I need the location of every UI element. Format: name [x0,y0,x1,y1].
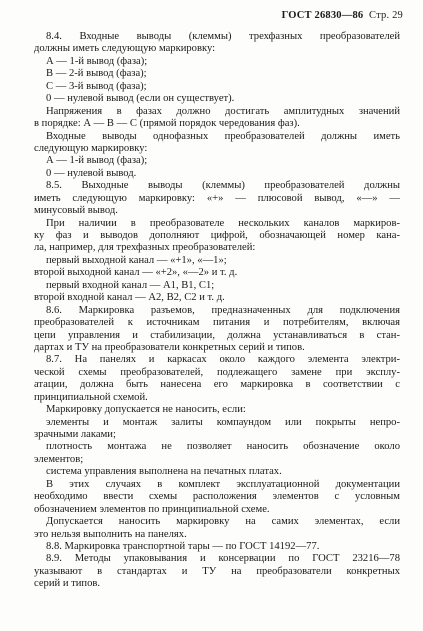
body-text [34,31,400,591]
text-line: 8.5. Выходные выводы (клеммы) преобразователей должны [46,180,400,192]
text-line: должны иметь следующую маркировку: [34,43,216,55]
text-line: серий и типов. [34,578,101,590]
page-number: Стр. 29 [369,10,403,21]
text-line: первый выходной канал — «+1», «—1»; [46,254,227,266]
text-line: указывают в стандартах и ТУ на преобразователи конкретных [34,565,400,577]
text-line: А — 1-й вывод (фаза); [46,55,148,67]
text-line: 8.9. Методы упаковывания и консервации по ГОСТ 23216—78 [46,553,400,565]
text-line: Входные выводы однофазных преобразователей должны иметь [46,130,400,142]
text-line: зрачными лаками; [34,429,116,440]
text-line: 8.7. На панелях и каркасах около каждого элемента электри- [46,354,400,366]
text-line: дартах и ТУ на преобразователи конкретных серий и типов. [34,341,305,353]
text-line: С — 3-й вывод (фаза); [46,80,147,92]
text-line: ческой схемы преобразователей, подлежащего замене при эксплу- [34,366,400,378]
text-line: следующую маркировку: [34,142,148,154]
text-line: В — 2-й вывод (фаза); [46,68,147,80]
text-line: При наличии в преобразователе нескольких каналов маркиров- [46,217,400,229]
text-line: в порядке: А — В — С (прямой порядок чередования фаз). [34,118,300,130]
text-line: второй входной канал — А2, В2, С2 и т. д. [34,292,225,304]
text-line: принципиальной схемой. [34,391,148,403]
text-line: преобразователей к источникам питания и потребителям, включая [34,317,400,329]
text-line: цепи управления и стабилизации, должна устанавливаться в стан- [34,329,400,341]
text-line: ку фаз и выводов дополняют цифрой, обозначающей номер кана- [34,230,400,241]
standard-number: ГОСТ 26830—86 [281,10,364,21]
text-line: А — 1-й вывод (фаза); [46,155,148,167]
text-line: второй выходной канал — «+2», «—2» и т. д. [34,267,238,279]
text-line: минусовый вывод. [34,205,118,217]
page-header [282,10,403,21]
text-line: 0 — нулевой вывод (если он существует). [46,93,235,105]
text-line: 8.6. Маркировка разъемов, предназначенных для подключения [46,304,400,316]
text-line: плотность монтажа не позволяет наносить обозначение около [46,441,400,453]
text-line: Напряжения в фазах должно достигать амплитудных значений [46,105,400,117]
text-line: В этих случаях в комплект эксплуатационной документации [46,478,400,490]
text-line: атации, должна быть нанесена его маркировка в соответствии с [34,379,400,391]
text-line: элементов; [34,453,84,465]
text-line: необходимо ввести схемы расположения элементов с условным [34,491,400,503]
text-line: система управления выполнена на печатных платах. [46,466,282,478]
text-line: 0 — нулевой вывод. [46,167,137,179]
text-line: первый входной канал — А1, В1, С1; [46,279,215,291]
text-line: ла, например, для трехфазных преобразователей: [34,242,256,254]
text-line: иметь следующую маркировку: «+» — плюсовой вывод, «—» — [34,192,400,204]
text-line: это нельзя выполнить на панелях. [34,528,187,540]
text-line: Маркировку допускается не наносить, если: [46,404,246,416]
text-line: элементы и монтаж залиты компаундом или покрыты непро- [46,416,400,428]
text-line: Допускается наносить маркировку на самих элементах, если [46,516,400,528]
text-line: обозначением элементов по принципиальной схеме. [34,503,270,515]
text-line: 8.4. Входные выводы (клеммы) трехфазных преобразователей [46,31,400,42]
text-line: 8.8. Маркировка транспортной тары — по ГОСТ 14192—77. [46,540,320,552]
